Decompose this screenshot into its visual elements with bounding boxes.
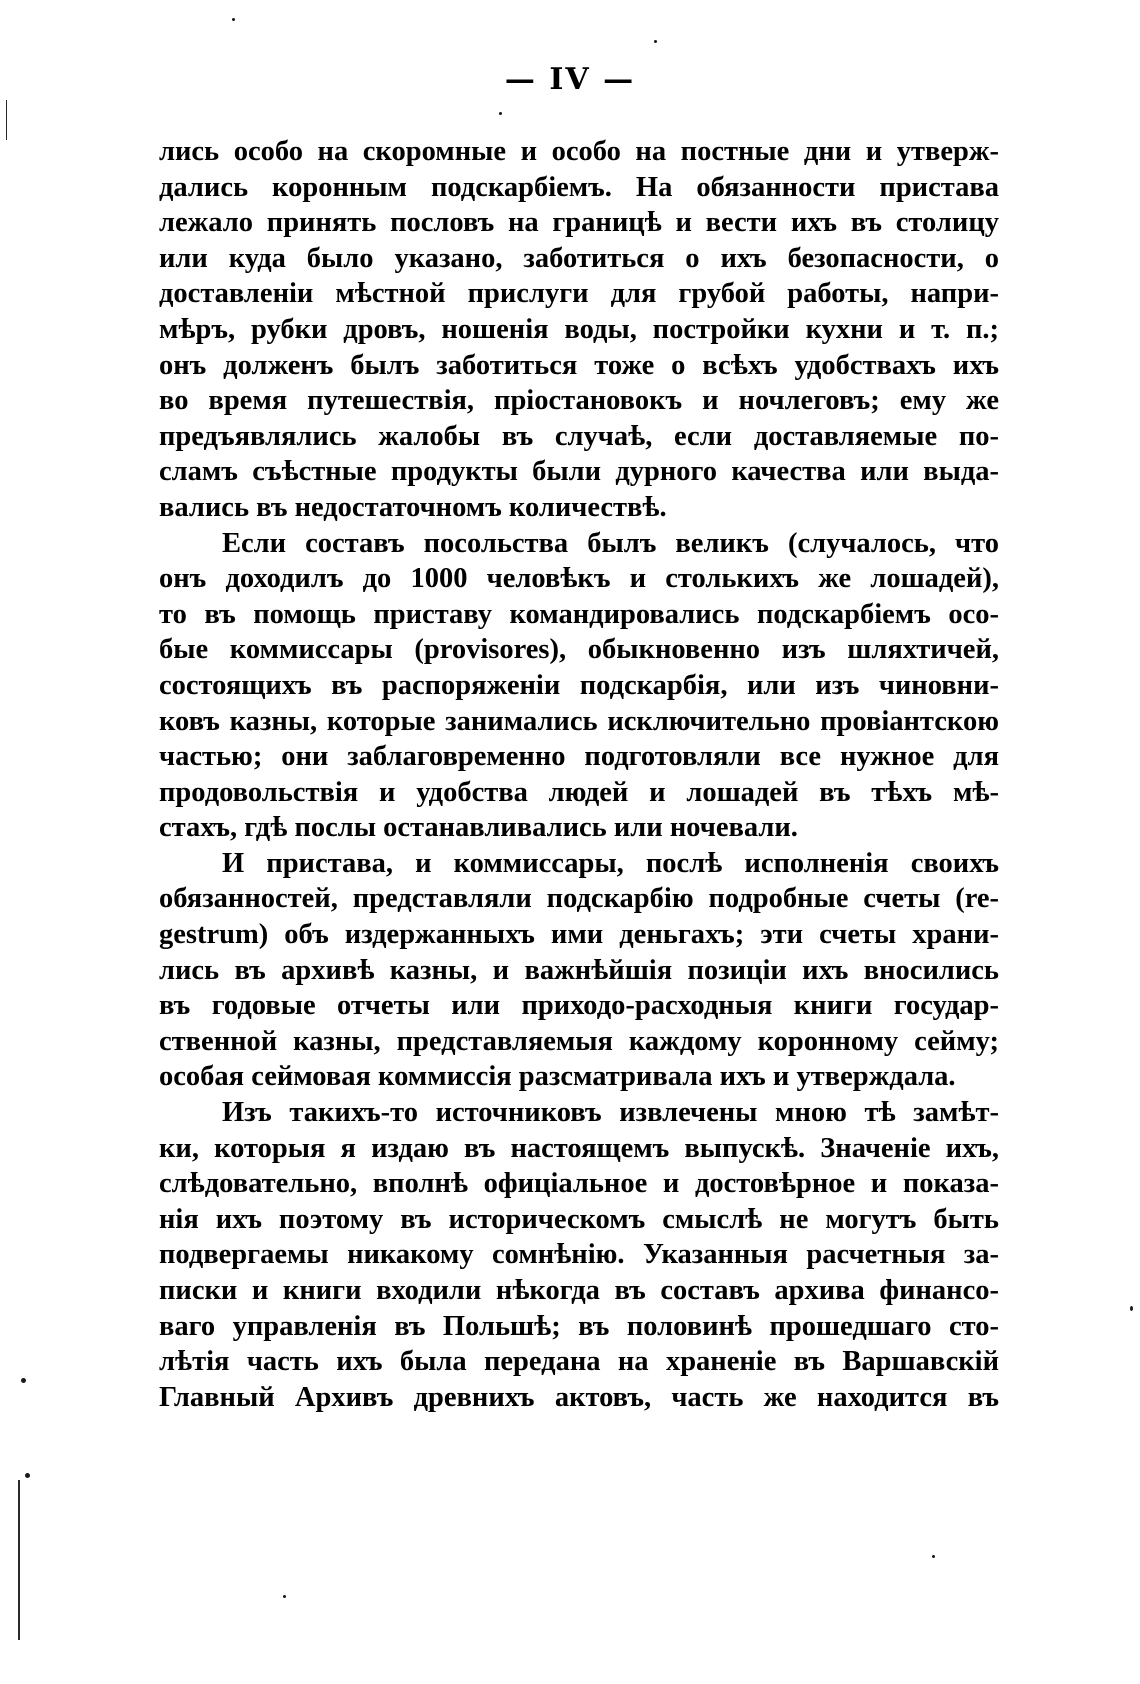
text-line: gestrum) объ издержанныхъ ими деньгахъ; эти счеты храни-: [159, 919, 999, 951]
text-line: продовольствія и удобства людей и лошадей въ тѣхъ мѣ-: [159, 776, 999, 808]
scan-speck: [932, 1555, 935, 1558]
text-line: стахъ, гдѣ послы останавливались или ночевали.: [159, 812, 798, 844]
scan-speck: [654, 40, 657, 43]
text-line: особая сеймовая коммиссія разсматривала ихъ и утверждала.: [159, 1061, 956, 1093]
scan-speck: [25, 1473, 30, 1478]
text-line: Если составъ посольства былъ великъ (случалось, что: [222, 527, 999, 559]
scan-speck: [232, 18, 235, 21]
text-line: мѣръ, рубки дровъ, ношенія воды, постройки кухни и т. п.;: [159, 313, 999, 345]
text-line: лись особо на скоромные и особо на постные дни и утверж-: [159, 136, 999, 167]
text-line: ваго управленія въ Польшѣ; въ половинѣ прошедшаго сто-: [159, 1310, 999, 1342]
text-line: или куда было указано, заботиться о ихъ безопасности, о: [159, 242, 999, 274]
scan-speck: [21, 1378, 26, 1383]
text-line: ственной казны, представляемыя каждому коронному сейму;: [159, 1025, 999, 1057]
text-line: то въ помощь приставу командировались подскарбіемъ осо-: [159, 598, 999, 630]
page-number-header: — IV —: [504, 62, 636, 97]
text-line: бые коммиссары (provisores), обыкновенно изъ шляхтичей,: [159, 634, 999, 666]
text-line: ки, которыя я издаю въ настоящемъ выпускѣ. Значеніе ихъ,: [159, 1132, 999, 1164]
text-line: дались коронным подскарбіемъ. На обязанности пристава: [159, 171, 999, 203]
scan-speck: [283, 1595, 286, 1598]
scan-edge-mark: [6, 100, 7, 140]
text-line: Главный Архивъ древнихъ актовъ, часть же находится въ: [159, 1381, 999, 1413]
scan-speck: [1130, 1306, 1133, 1311]
text-line: въ годовые отчеты или приходо-расходныя книги государ-: [159, 990, 999, 1022]
text-line: вались въ недостаточномъ количествѣ.: [159, 491, 667, 523]
text-line: во время путешествія, пріостановокъ и ночлеговъ; ему же: [159, 385, 999, 417]
text-line: нія ихъ поэтому въ историческомъ смыслѣ не могутъ быть: [159, 1203, 999, 1235]
body-text: [159, 134, 999, 1415]
text-line: сламъ съѣстные продукты были дурного качества или выда-: [159, 456, 999, 488]
text-line: предъявлялись жалобы въ случаѣ, если доставляемые по-: [159, 420, 999, 452]
text-line: Изъ такихъ-то источниковъ извлечены мною тѣ замѣт-: [222, 1097, 999, 1129]
text-line: И пристава, и коммиссары, послѣ исполненія своихъ: [222, 847, 999, 879]
text-line: обязанностей, представляли подскарбію подробные счеты (re-: [159, 883, 999, 915]
text-line: лись въ архивѣ казны, и важнѣйшія позиціи ихъ вносились: [159, 954, 999, 986]
text-line: лѣтія часть ихъ была передана на храненіе въ Варшавскій: [159, 1346, 999, 1378]
text-line: лежало принять пословъ на границѣ и вести ихъ въ столицу: [159, 207, 999, 239]
text-line: частью; они заблаговременно подготовляли все нужное для: [159, 741, 999, 773]
text-line: слѣдовательно, вполнѣ офиціальное и достовѣрное и показа-: [159, 1168, 999, 1200]
text-line: онъ доходилъ до 1000 человѣкъ и столькихъ же лошадей),: [159, 563, 999, 595]
text-line: подвергаемы никакому сомнѣнію. Указанныя расчетныя за-: [159, 1239, 999, 1271]
scan-speck: [499, 112, 502, 115]
text-line: онъ долженъ былъ заботиться тоже о всѣхъ удобствахъ ихъ: [159, 349, 999, 381]
text-line: доставленіи мѣстной прислуги для грубой работы, напри-: [159, 278, 999, 310]
text-line: писки и книги входили нѣкогда въ составъ архива финансо-: [159, 1275, 999, 1306]
scan-edge-mark: [18, 1480, 20, 1640]
text-line: состоящихъ въ распоряженіи подскарбія, или изъ чиновни-: [159, 669, 999, 701]
text-line: ковъ казны, которые занимались исключительно провіантскою: [159, 705, 999, 737]
